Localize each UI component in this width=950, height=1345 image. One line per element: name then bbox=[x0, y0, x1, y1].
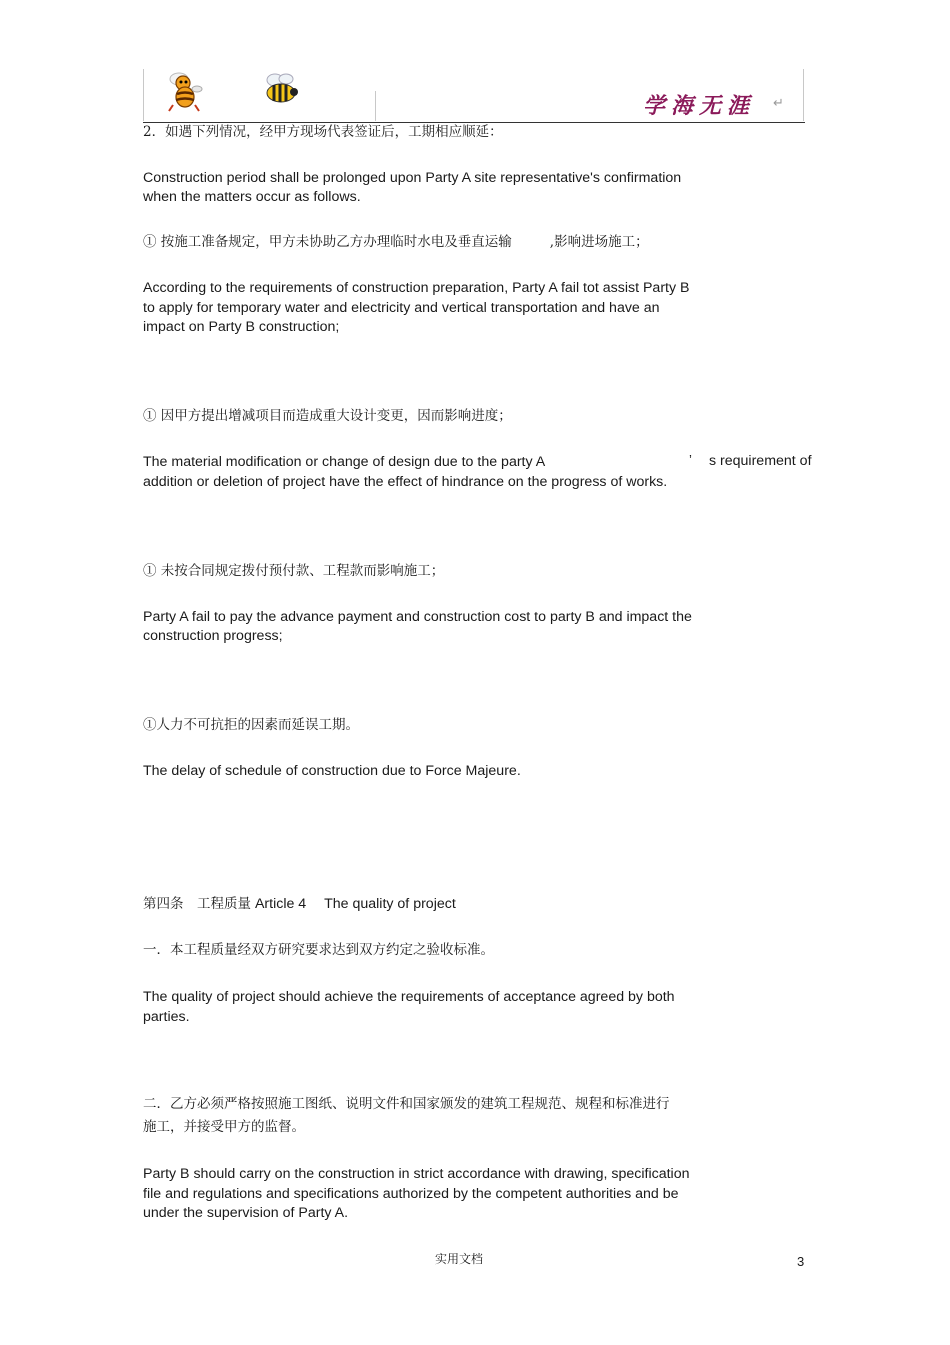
item-2-en-line-1: The material modification or change of design due to the party A bbox=[143, 454, 546, 470]
article-4-heading-en: Article 4 The quality of project bbox=[254, 896, 456, 912]
quality-2-en-line-1: Party B should carry on the construction in strict accordance with drawing, specification bbox=[143, 1166, 690, 1182]
striped-bee-icon bbox=[261, 71, 301, 105]
header-divider-right bbox=[803, 69, 804, 121]
item-3-zh: ① 未按合同规定拨付预付款、工程款而影响施工； bbox=[143, 563, 445, 579]
article-4-heading-zh: 第四条 工程质量 bbox=[143, 896, 251, 912]
item-2-zh: ① 因甲方提出增减项目而造成重大设计变更，因而影响进度； bbox=[143, 408, 512, 424]
header-motto: 学海无涯 bbox=[643, 93, 756, 119]
item-1-en-line-3: impact on Party B construction; bbox=[143, 319, 340, 335]
clause-2-en-line-2: when the matters occur as follows. bbox=[143, 189, 361, 205]
quality-2-zh-line-2: 施工，并接受甲方的监督。 bbox=[143, 1119, 305, 1135]
page-number: 3 bbox=[797, 1254, 805, 1269]
clause-2-heading-zh: 2．如遇下列情况，经甲方现场代表签证后，工期相应顺延： bbox=[143, 124, 503, 140]
article-4-heading bbox=[143, 895, 456, 915]
item-3-en-line-2: construction progress; bbox=[143, 628, 283, 644]
quality-2-en-line-2: file and regulations and specifications authorized by the competent authorities and be bbox=[143, 1186, 679, 1202]
item-3-en-line-1: Party A fail to pay the advance payment and construction cost to party B and impact the bbox=[143, 609, 692, 625]
item-2-apostrophe: ’ bbox=[689, 452, 692, 467]
quality-2-en-line-3: under the supervision of Party A. bbox=[143, 1205, 349, 1221]
item-2-en-line-2: addition or deletion of project have the effect of hindrance on the progress of works. bbox=[143, 474, 668, 490]
item-1-zh bbox=[143, 233, 649, 253]
cartoon-bee-icon bbox=[163, 69, 205, 113]
header-divider-left bbox=[143, 69, 144, 121]
page-header bbox=[143, 69, 805, 123]
item-1-zh-part-a: ① 按施工准备规定，甲方未协助乙方办理临时水电及垂直运输 bbox=[143, 234, 512, 250]
quality-1-zh: 一．本工程质量经双方研究要求达到双方约定之验收标准。 bbox=[143, 942, 494, 958]
item-1-zh-part-b: ,影响进场施工； bbox=[549, 234, 649, 250]
footer-label: 实用文档 bbox=[435, 1252, 484, 1266]
item-1-en-line-1: According to the requirements of construction preparation, Party A fail tot assist Party B bbox=[143, 280, 690, 296]
header-divider-middle bbox=[375, 91, 376, 121]
quality-2-zh-line-1: 二．乙方必须严格按照施工图纸、说明文件和国家颁发的建筑工程规范、规程和标准进行 bbox=[143, 1096, 670, 1112]
quality-1-en-line-1: The quality of project should achieve the requirements of acceptance agreed by both bbox=[143, 989, 675, 1005]
clause-2-en-line-1: Construction period shall be prolonged upon Party A site representative's confirmation bbox=[143, 170, 682, 186]
item-2-en-line-1-tail: s requirement of bbox=[709, 453, 812, 469]
item-1-en-line-2: to apply for temporary water and electricity and vertical transportation and have an bbox=[143, 300, 660, 316]
paragraph-mark: ↵ bbox=[773, 95, 784, 110]
item-4-zh: ①人力不可抗拒的因素而延误工期。 bbox=[143, 717, 359, 733]
item-4-en: The delay of schedule of construction due to Force Majeure. bbox=[143, 763, 521, 779]
quality-1-en-line-2: parties. bbox=[143, 1009, 190, 1025]
